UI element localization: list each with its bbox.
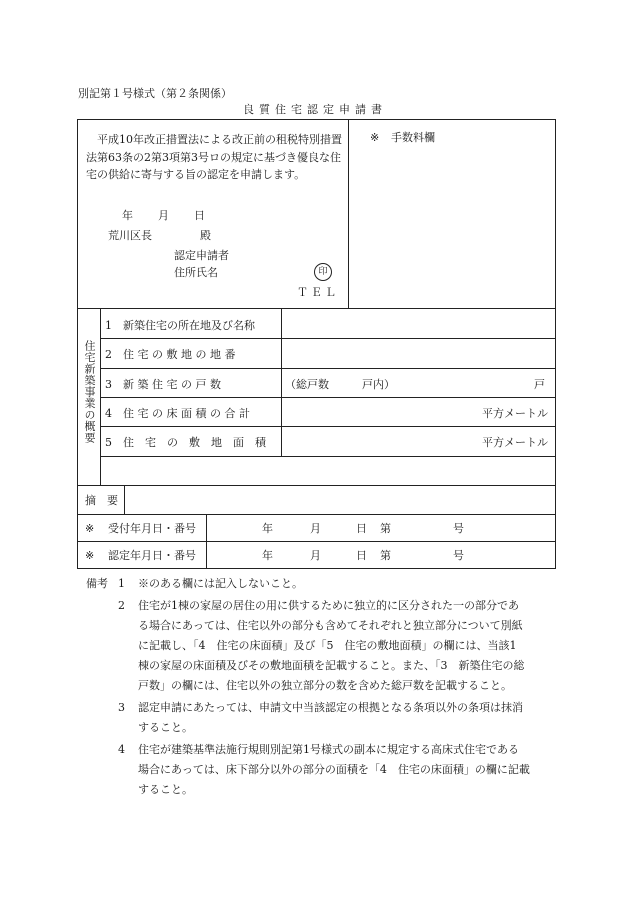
receipt-day: 日 <box>356 522 367 535</box>
row-3-unit: 戸 <box>534 378 545 391</box>
note-number: 1 <box>118 577 125 590</box>
row-rule-3 <box>100 397 555 398</box>
receipt-month: 月 <box>310 522 321 535</box>
note-item <box>118 740 558 800</box>
note-line: 戸数」の欄には、住宅以外の独立部分の数を含めた総戸数を記載すること。 <box>138 679 512 692</box>
row-rule-4 <box>100 426 555 427</box>
note-number: 4 <box>118 743 125 756</box>
receipt-rule <box>78 541 555 542</box>
receipt-no-suffix: 号 <box>453 522 464 535</box>
row-5-unit: 平方メートル <box>482 436 548 449</box>
row-3-label: 3 新 築 住 宅 の 戸 数 <box>105 378 221 391</box>
receipt-year: 年 <box>262 522 273 535</box>
summary-label: 摘 要 <box>85 494 118 507</box>
certification-day: 日 <box>356 549 367 562</box>
tel-label: ＴＥＬ <box>297 286 339 299</box>
note-line: 場合にあっては、床下部分以外の部分の面積を「4 住宅の床面積」の欄に記載 <box>138 763 530 776</box>
top-section-rule <box>78 308 555 309</box>
receipt-no-prefix: 第 <box>380 522 391 535</box>
row-4-unit: 平方メートル <box>482 407 548 420</box>
note-number: 2 <box>118 599 125 612</box>
form-title: 良質住宅認定申請書 <box>243 103 387 116</box>
row-2-label: 2 住 宅 の 敷 地 の 地 番 <box>105 348 236 361</box>
certification-label: 認定年月日・番号 <box>108 549 196 562</box>
note-line: ※のある欄には記入しないこと。 <box>138 577 303 590</box>
summary-rule <box>78 514 555 515</box>
note-line: 認定申請にあたっては、申請文中当該認定の根拠となる条項以外の条項は抹消 <box>138 701 523 714</box>
row-rule-1 <box>100 338 555 339</box>
date-month: 月 <box>158 209 169 222</box>
row-3-value: （総戸数 戸内） <box>285 378 395 391</box>
row-5-label: 5 住 宅 の 敷 地 面 積 <box>105 436 266 449</box>
row-4-label: 4 住 宅 の 床 面 積 の 合 計 <box>105 407 250 420</box>
fee-mark: ※ <box>370 131 380 144</box>
notes-heading: 備考 <box>86 577 108 590</box>
row-rule-5 <box>100 456 555 457</box>
row-1-label: 1 新築住宅の所在地及び名称 <box>105 319 255 332</box>
project-side-label: 住宅新築事業の概要 <box>83 340 96 444</box>
applicant-label: 認定申請者 <box>174 249 229 262</box>
addressee: 荒川区長 <box>108 229 152 242</box>
note-item <box>118 596 558 696</box>
form-table <box>77 119 556 569</box>
note-item <box>118 574 558 594</box>
note-line: すること。 <box>138 783 193 796</box>
note-line: 住宅が1棟の家屋の居住の用に供するために独立的に区分された一の部分であ <box>138 599 519 612</box>
note-line: る場合にあっては、住宅以外の部分も含めてそれぞれと独立部分について別紙 <box>138 619 523 632</box>
certification-no-suffix: 号 <box>453 549 464 562</box>
date-year: 年 <box>122 209 133 222</box>
date-day: 日 <box>194 209 205 222</box>
fee-label: 手数料欄 <box>391 131 435 144</box>
certification-no-prefix: 第 <box>380 549 391 562</box>
note-item <box>118 698 558 738</box>
receipt-mark: ※ <box>85 522 95 535</box>
top-section-divider <box>348 120 349 308</box>
application-statement: 平成10年改正措置法による改正前の租税特別措置法第63条の2第3項第3号ロの規定に基づき優良な住宅の供給に寄与する旨の認定を申請します。 <box>86 133 342 181</box>
note-line: 棟の家屋の床面積及びその敷地面積を記載すること。また、「3 新築住宅の総 <box>138 659 525 672</box>
note-line: 住宅が建築基準法施行規則別記第1号様式の副本に規定する高床式住宅である <box>138 743 519 756</box>
certification-year: 年 <box>262 549 273 562</box>
note-line: すること。 <box>138 721 193 734</box>
form-label: 別記第１号様式（第２条関係） <box>78 87 232 100</box>
honorific: 殿 <box>200 229 211 242</box>
certification-month: 月 <box>310 549 321 562</box>
summary-divider <box>124 485 125 514</box>
row-rule-2 <box>100 368 555 369</box>
note-line: に記載し、「4 住宅の床面積」及び「5 住宅の敷地面積」の欄には、当該1 <box>138 639 517 652</box>
project-section-rule <box>78 485 555 486</box>
certification-mark: ※ <box>85 549 95 562</box>
address-name-label: 住所氏名 <box>174 266 218 279</box>
notes-list <box>118 574 558 800</box>
seal-mark: 印 <box>314 263 332 281</box>
note-number: 3 <box>118 701 125 714</box>
receipt-label: 受付年月日・番号 <box>108 522 196 535</box>
row-label-divider <box>281 308 282 456</box>
